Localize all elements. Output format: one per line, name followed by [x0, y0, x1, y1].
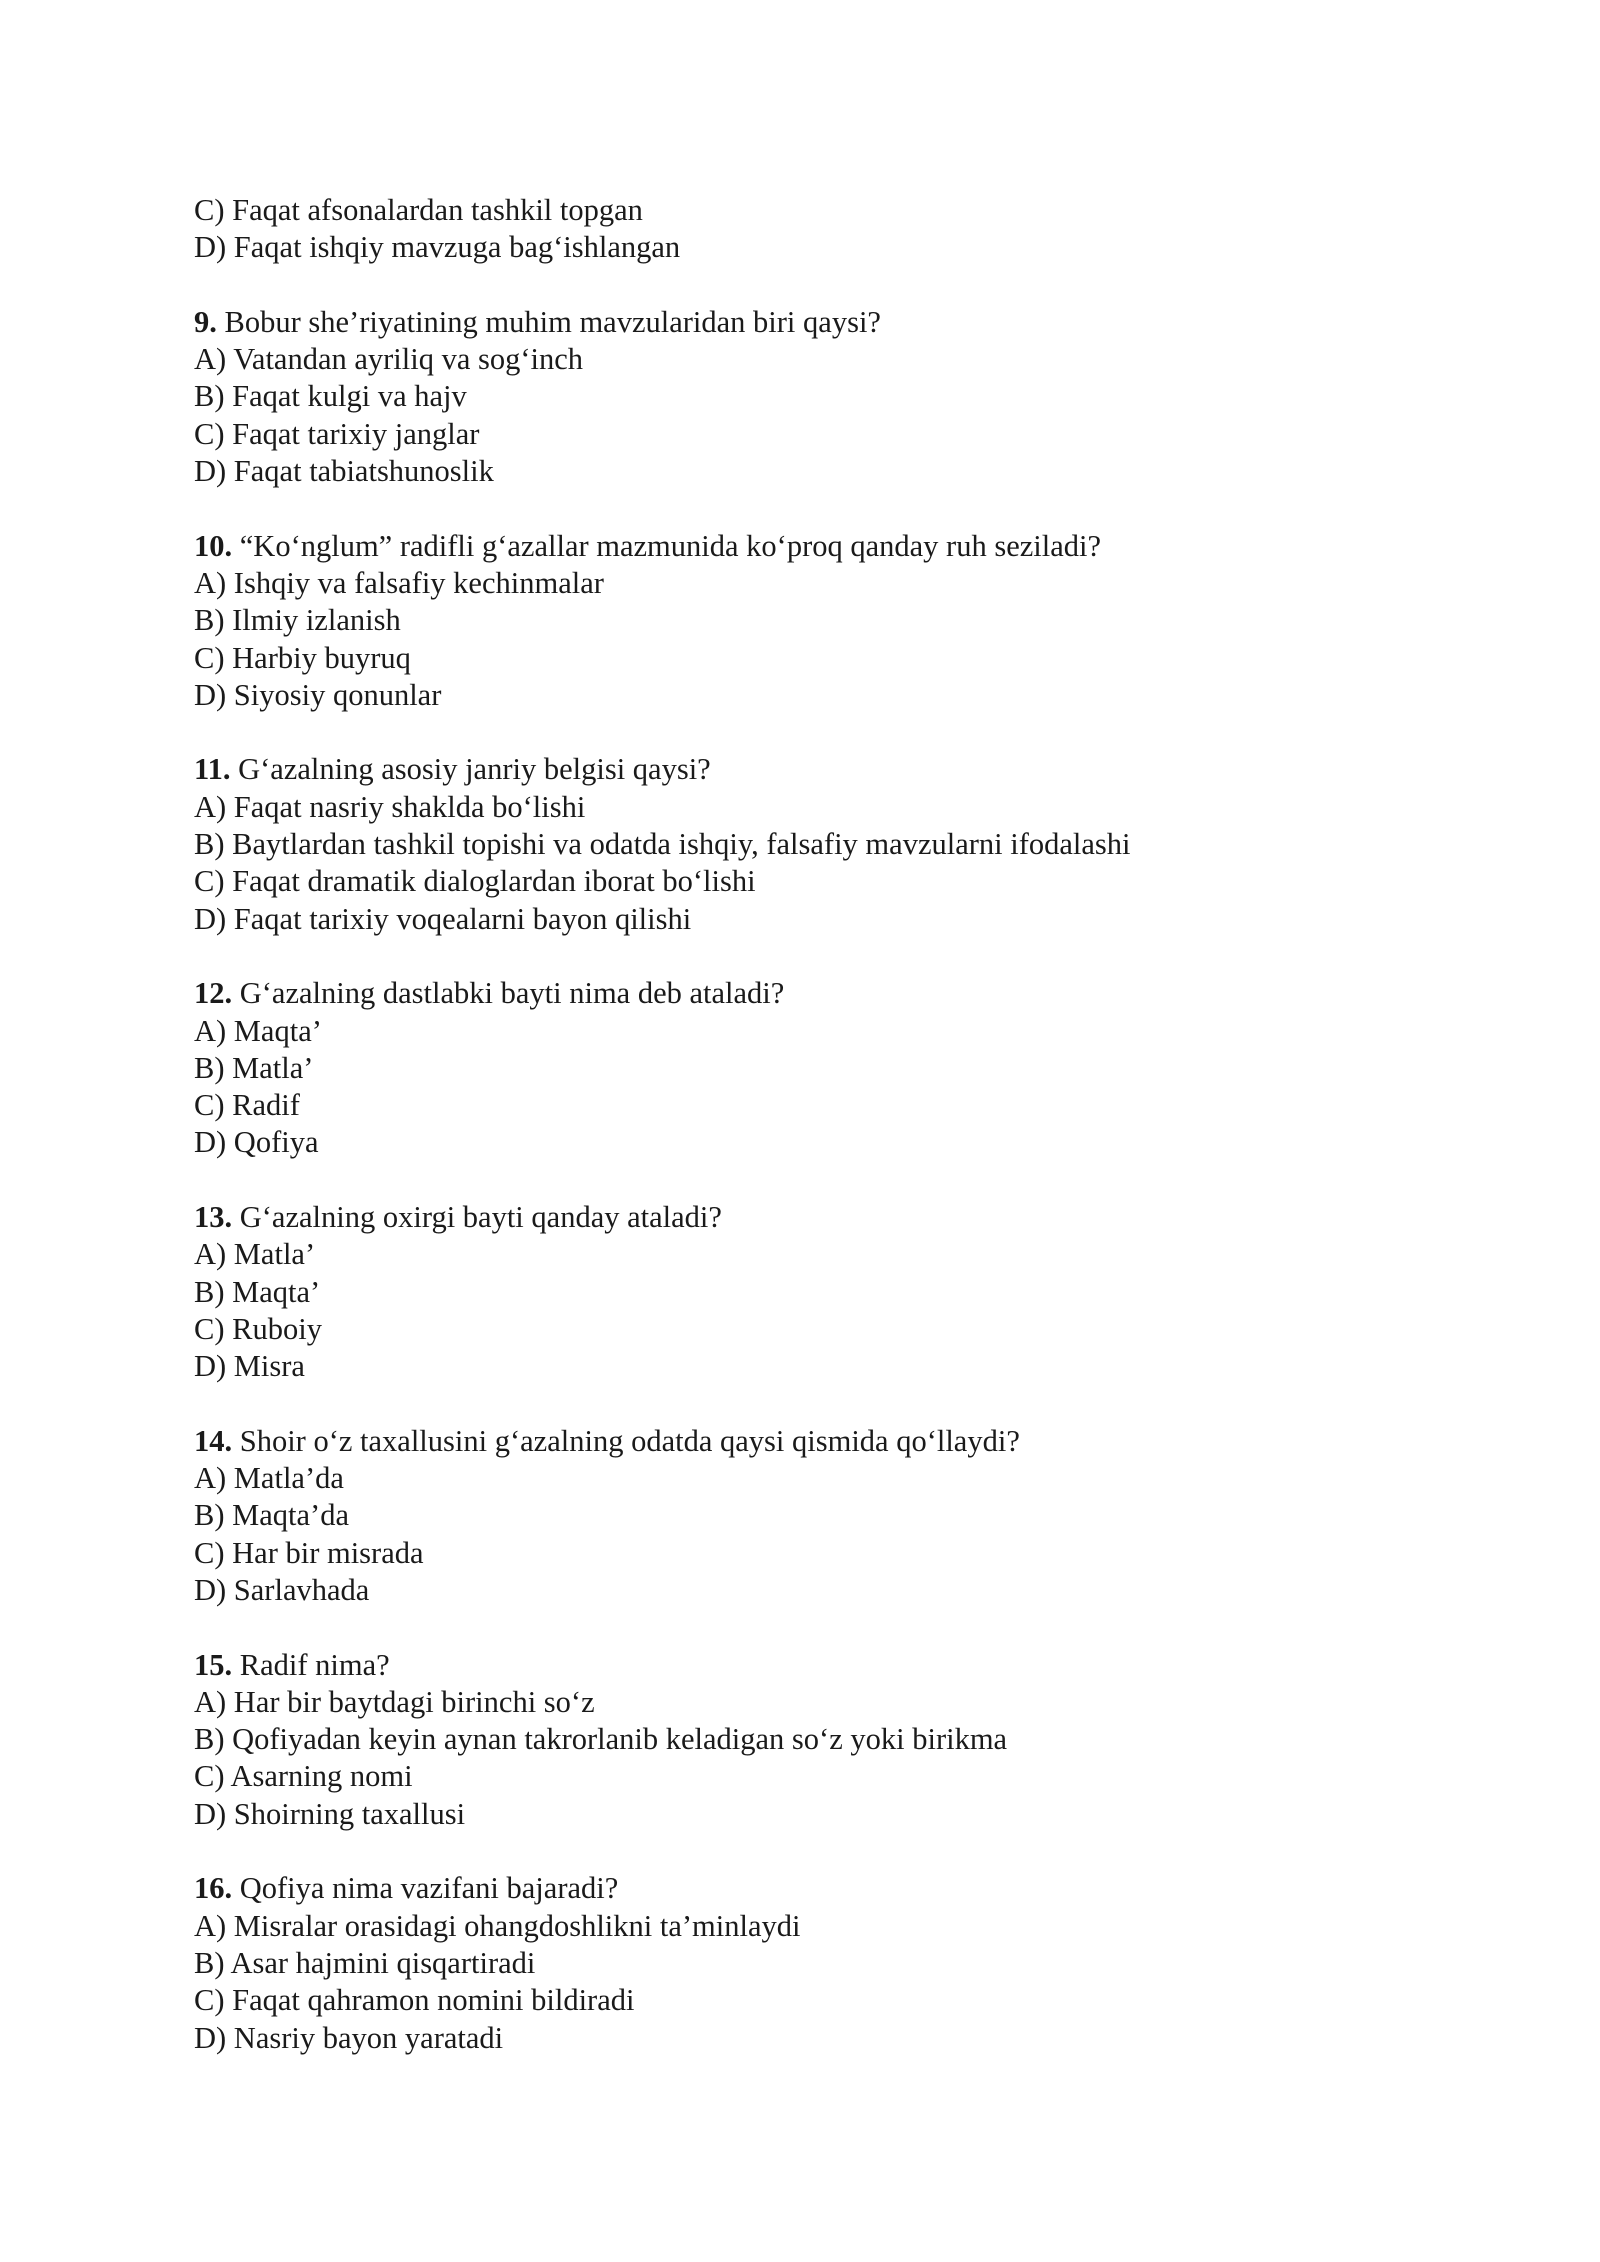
question-number: 12.: [194, 976, 233, 1011]
option-a: A) Har bir baytdagi birinchi so‘z: [194, 1684, 595, 1719]
option-d: D) Faqat ishqiy mavzuga bag‘ishlangan: [194, 230, 681, 265]
option-c: C) Har bir misrada: [194, 1535, 424, 1570]
question-14: [194, 1423, 1494, 1609]
option-d: D) Faqat tabiatshunoslik: [194, 454, 494, 489]
question-11: [194, 751, 1494, 937]
question-stem: [194, 304, 1494, 341]
question-number: 15.: [194, 1647, 233, 1682]
option-a: A) Ishqiy va falsafiy kechinmalar: [194, 565, 604, 600]
option-b: B) Maqta’da: [194, 1498, 349, 1533]
option-c: C) Faqat afsonalardan tashkil topgan: [194, 193, 643, 227]
question-stem: [194, 751, 1494, 788]
question-stem: [194, 1647, 1494, 1684]
question-text: Shoir o‘z taxallusini g‘azalning odatda qaysi qismida qo‘llaydi?: [232, 1423, 1020, 1458]
option-d: D) Siyosiy qonunlar: [194, 677, 442, 712]
option-a: A) Maqta’: [194, 1013, 322, 1048]
previous-question-options: [194, 192, 1494, 267]
option-b: B) Qofiyadan keyin aynan takrorlanib keladigan so‘z yoki birikma: [194, 1722, 1008, 1757]
question-stem: [194, 1199, 1494, 1236]
quiz-document: [194, 192, 1494, 2094]
question-10: [194, 528, 1494, 714]
question-15: [194, 1647, 1494, 1833]
option-a: A) Misralar orasidagi ohangdoshlikni ta’minlaydi: [194, 1908, 801, 1943]
question-stem: [194, 1423, 1494, 1460]
option-c: C) Faqat qahramon nomini bildiradi: [194, 1983, 635, 2018]
question-9: [194, 304, 1494, 490]
question-number: 11.: [194, 752, 231, 787]
question-13: [194, 1199, 1494, 1385]
option-d: D) Nasriy bayon yaratadi: [194, 2020, 504, 2055]
option-b: B) Ilmiy izlanish: [194, 603, 401, 638]
question-stem: [194, 975, 1494, 1012]
question-number: 14.: [194, 1423, 233, 1458]
question-16: [194, 1870, 1494, 2056]
option-c: C) Asarning nomi: [194, 1759, 413, 1794]
option-b: B) Faqat kulgi va hajv: [194, 379, 467, 414]
option-d: D) Faqat tarixiy voqealarni bayon qilishi: [194, 901, 692, 936]
option-b: B) Matla’: [194, 1050, 314, 1085]
option-a: A) Matla’: [194, 1237, 316, 1272]
option-c: C) Faqat tarixiy janglar: [194, 416, 480, 451]
question-stem: [194, 1870, 1494, 1907]
question-number: 10.: [194, 528, 233, 563]
option-a: A) Faqat nasriy shaklda bo‘lishi: [194, 789, 586, 824]
question-text: G‘azalning asosiy janriy belgisi qaysi?: [230, 752, 711, 787]
option-d: D) Sarlavhada: [194, 1572, 370, 1607]
option-d: D) Misra: [194, 1349, 305, 1384]
question-text: “Ko‘nglum” radifli g‘azallar mazmunida ko‘proq qanday ruh seziladi?: [232, 528, 1102, 563]
question-text: Qofiya nima vazifani bajaradi?: [232, 1871, 619, 1906]
question-number: 13.: [194, 1200, 233, 1235]
question-text: Bobur she’riyatining muhim mavzularidan biri qaysi?: [216, 304, 881, 339]
option-a: A) Vatandan ayriliq va sog‘inch: [194, 342, 584, 377]
option-b: B) Asar hajmini qisqartiradi: [194, 1945, 536, 1980]
question-number: 16.: [194, 1871, 233, 1906]
option-c: C) Harbiy buyruq: [194, 640, 411, 675]
option-b: B) Baytlardan tashkil topishi va odatda ishqiy, falsafiy mavzularni ifodalashi: [194, 827, 1131, 862]
option-c: C) Ruboiy: [194, 1311, 322, 1346]
question-text: G‘azalning dastlabki bayti nima deb ataladi?: [232, 976, 785, 1011]
option-c: C) Radif: [194, 1088, 300, 1123]
option-d: D) Shoirning taxallusi: [194, 1796, 466, 1831]
question-stem: [194, 528, 1494, 565]
question-number: 9.: [194, 304, 217, 339]
question-12: [194, 975, 1494, 1161]
question-text: G‘azalning oxirgi bayti qanday ataladi?: [232, 1200, 722, 1235]
option-d: D) Qofiya: [194, 1125, 319, 1160]
option-b: B) Maqta’: [194, 1274, 321, 1309]
option-c: C) Faqat dramatik dialoglardan iborat bo‘lishi: [194, 864, 756, 899]
option-a: A) Matla’da: [194, 1461, 344, 1496]
question-text: Radif nima?: [232, 1647, 390, 1682]
